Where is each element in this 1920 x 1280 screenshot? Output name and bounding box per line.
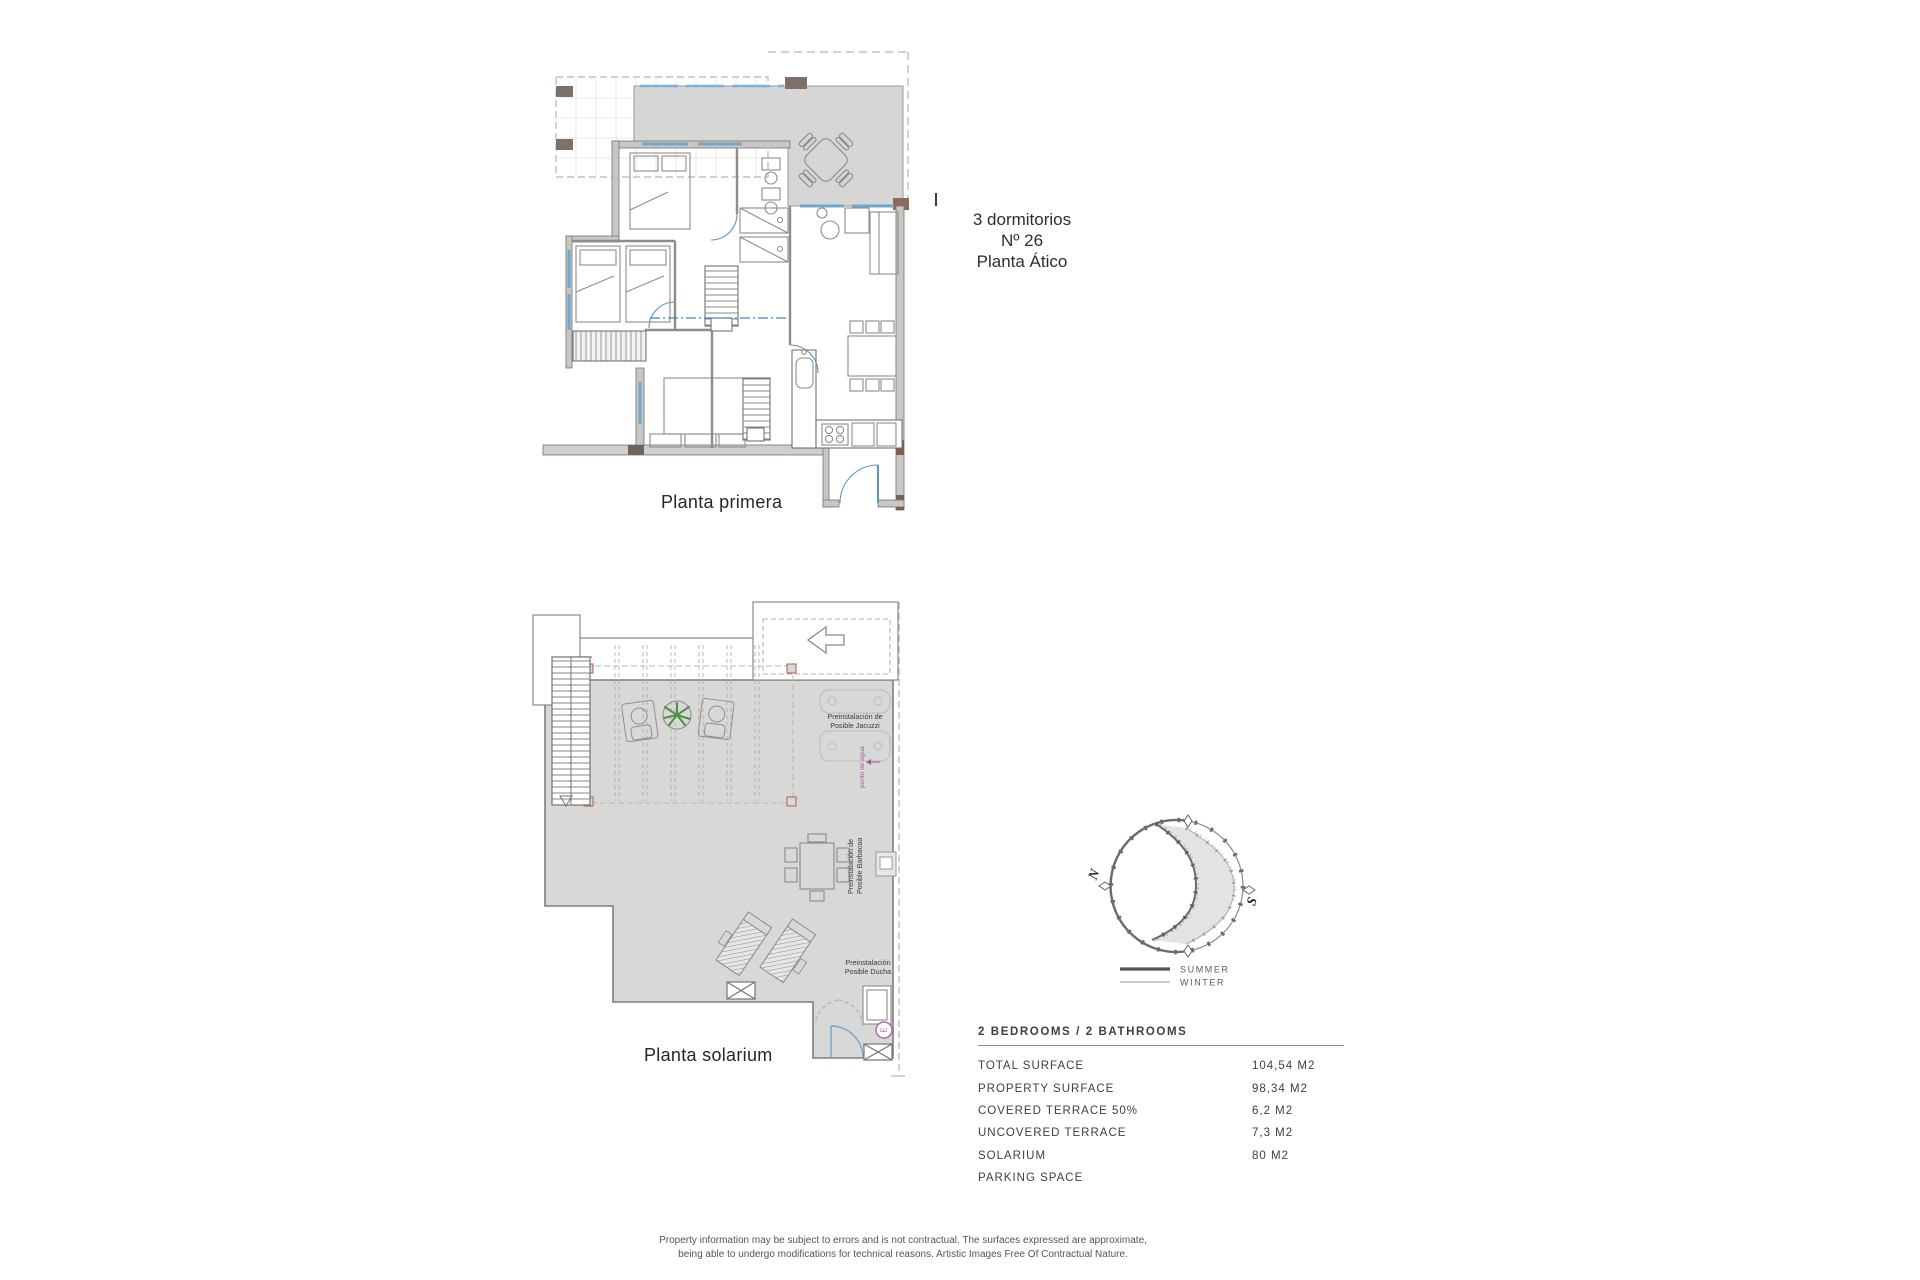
unit-header (912, 209, 1132, 272)
svg-text:punto de agua: punto de agua (859, 746, 866, 788)
summer-hours: 5 6 7 8 9 10 11 12 13 14 15 16 17 18 19 20 21 (1150, 822, 1201, 944)
shower-note-line1: Preinstalación (845, 958, 891, 967)
surface-value: 104,54 M2 (1252, 1060, 1316, 1073)
compass-south-label: S (1244, 895, 1262, 909)
summer-legend-label: SUMMER (1180, 964, 1230, 975)
disclaimer-line2: being able to undergo modifications for technical reasons. Artistic Images Free Of Contractual Nature. (678, 1248, 1128, 1260)
winter-legend-label: WINTER (1180, 977, 1226, 988)
shower-note-line2: Posible Ducha (844, 967, 892, 976)
solarium-floor (545, 680, 893, 1058)
table-row (978, 1122, 1344, 1144)
jacuzzi-note-line1: Preinstalación de (827, 712, 883, 721)
surface-table (978, 1026, 1344, 1189)
first-floor-caption: Planta primera (661, 492, 783, 512)
surface-label: UNCOVERED TERRACE (978, 1127, 1127, 1140)
disclaimer-line1: Property information may be subject to errors and is not contractual. The surfaces expressed are approximate, (659, 1235, 1147, 1246)
disclaimer (553, 1234, 1253, 1261)
electric-point-icon (876, 1022, 892, 1038)
unit-number: Nº 26 (1000, 231, 1044, 250)
surface-value: 6,2 M2 (1252, 1104, 1294, 1117)
surface-label: PROPERTY SURFACE (978, 1082, 1115, 1095)
svg-text:E: E (879, 1027, 889, 1033)
sun-path-compass (1086, 815, 1262, 988)
surface-label: SOLARIUM (978, 1149, 1047, 1162)
surface-label: COVERED TERRACE 50% (978, 1104, 1139, 1117)
table-row (978, 1100, 1344, 1122)
first-floor-plan (543, 52, 909, 510)
unit-type: 3 dormitorios (972, 210, 1072, 229)
surface-table-title: 2 BEDROOMS / 2 BATHROOMS (978, 1026, 1188, 1038)
sun-shaded-band (1152, 824, 1234, 944)
jacuzzi-note-line2: Posible Jacuzzi (830, 721, 880, 730)
bbq-counter (876, 852, 896, 876)
solarium-caption: Planta solarium (644, 1045, 773, 1065)
table-row (978, 1077, 1344, 1099)
winter-hours: 7 8 9 10 11 12 13 14 15 16 17 (1188, 827, 1238, 903)
surface-label: PARKING SPACE (978, 1172, 1084, 1185)
solarium-plan (533, 602, 905, 1076)
table-row (978, 1055, 1344, 1077)
surface-table-rows (978, 1055, 1344, 1189)
compass-north-label: N (1085, 867, 1104, 883)
bbq-note-line1: Preinstalación de (846, 838, 855, 894)
surface-label: TOTAL SURFACE (978, 1060, 1085, 1073)
table-row (978, 1145, 1344, 1167)
season-legend (1120, 965, 1230, 988)
solarium-stairs (552, 657, 590, 806)
fold-mark (935, 193, 937, 206)
surface-table-rule (978, 1045, 1344, 1046)
surface-value: 98,34 M2 (1252, 1082, 1308, 1095)
unit-floor: Planta Ático (976, 252, 1068, 271)
table-row (978, 1167, 1344, 1189)
surface-value: 7,3 M2 (1252, 1127, 1294, 1140)
surface-value: 80 M2 (1252, 1149, 1289, 1162)
bbq-note-line2: Posible Barbacoa (855, 837, 864, 894)
